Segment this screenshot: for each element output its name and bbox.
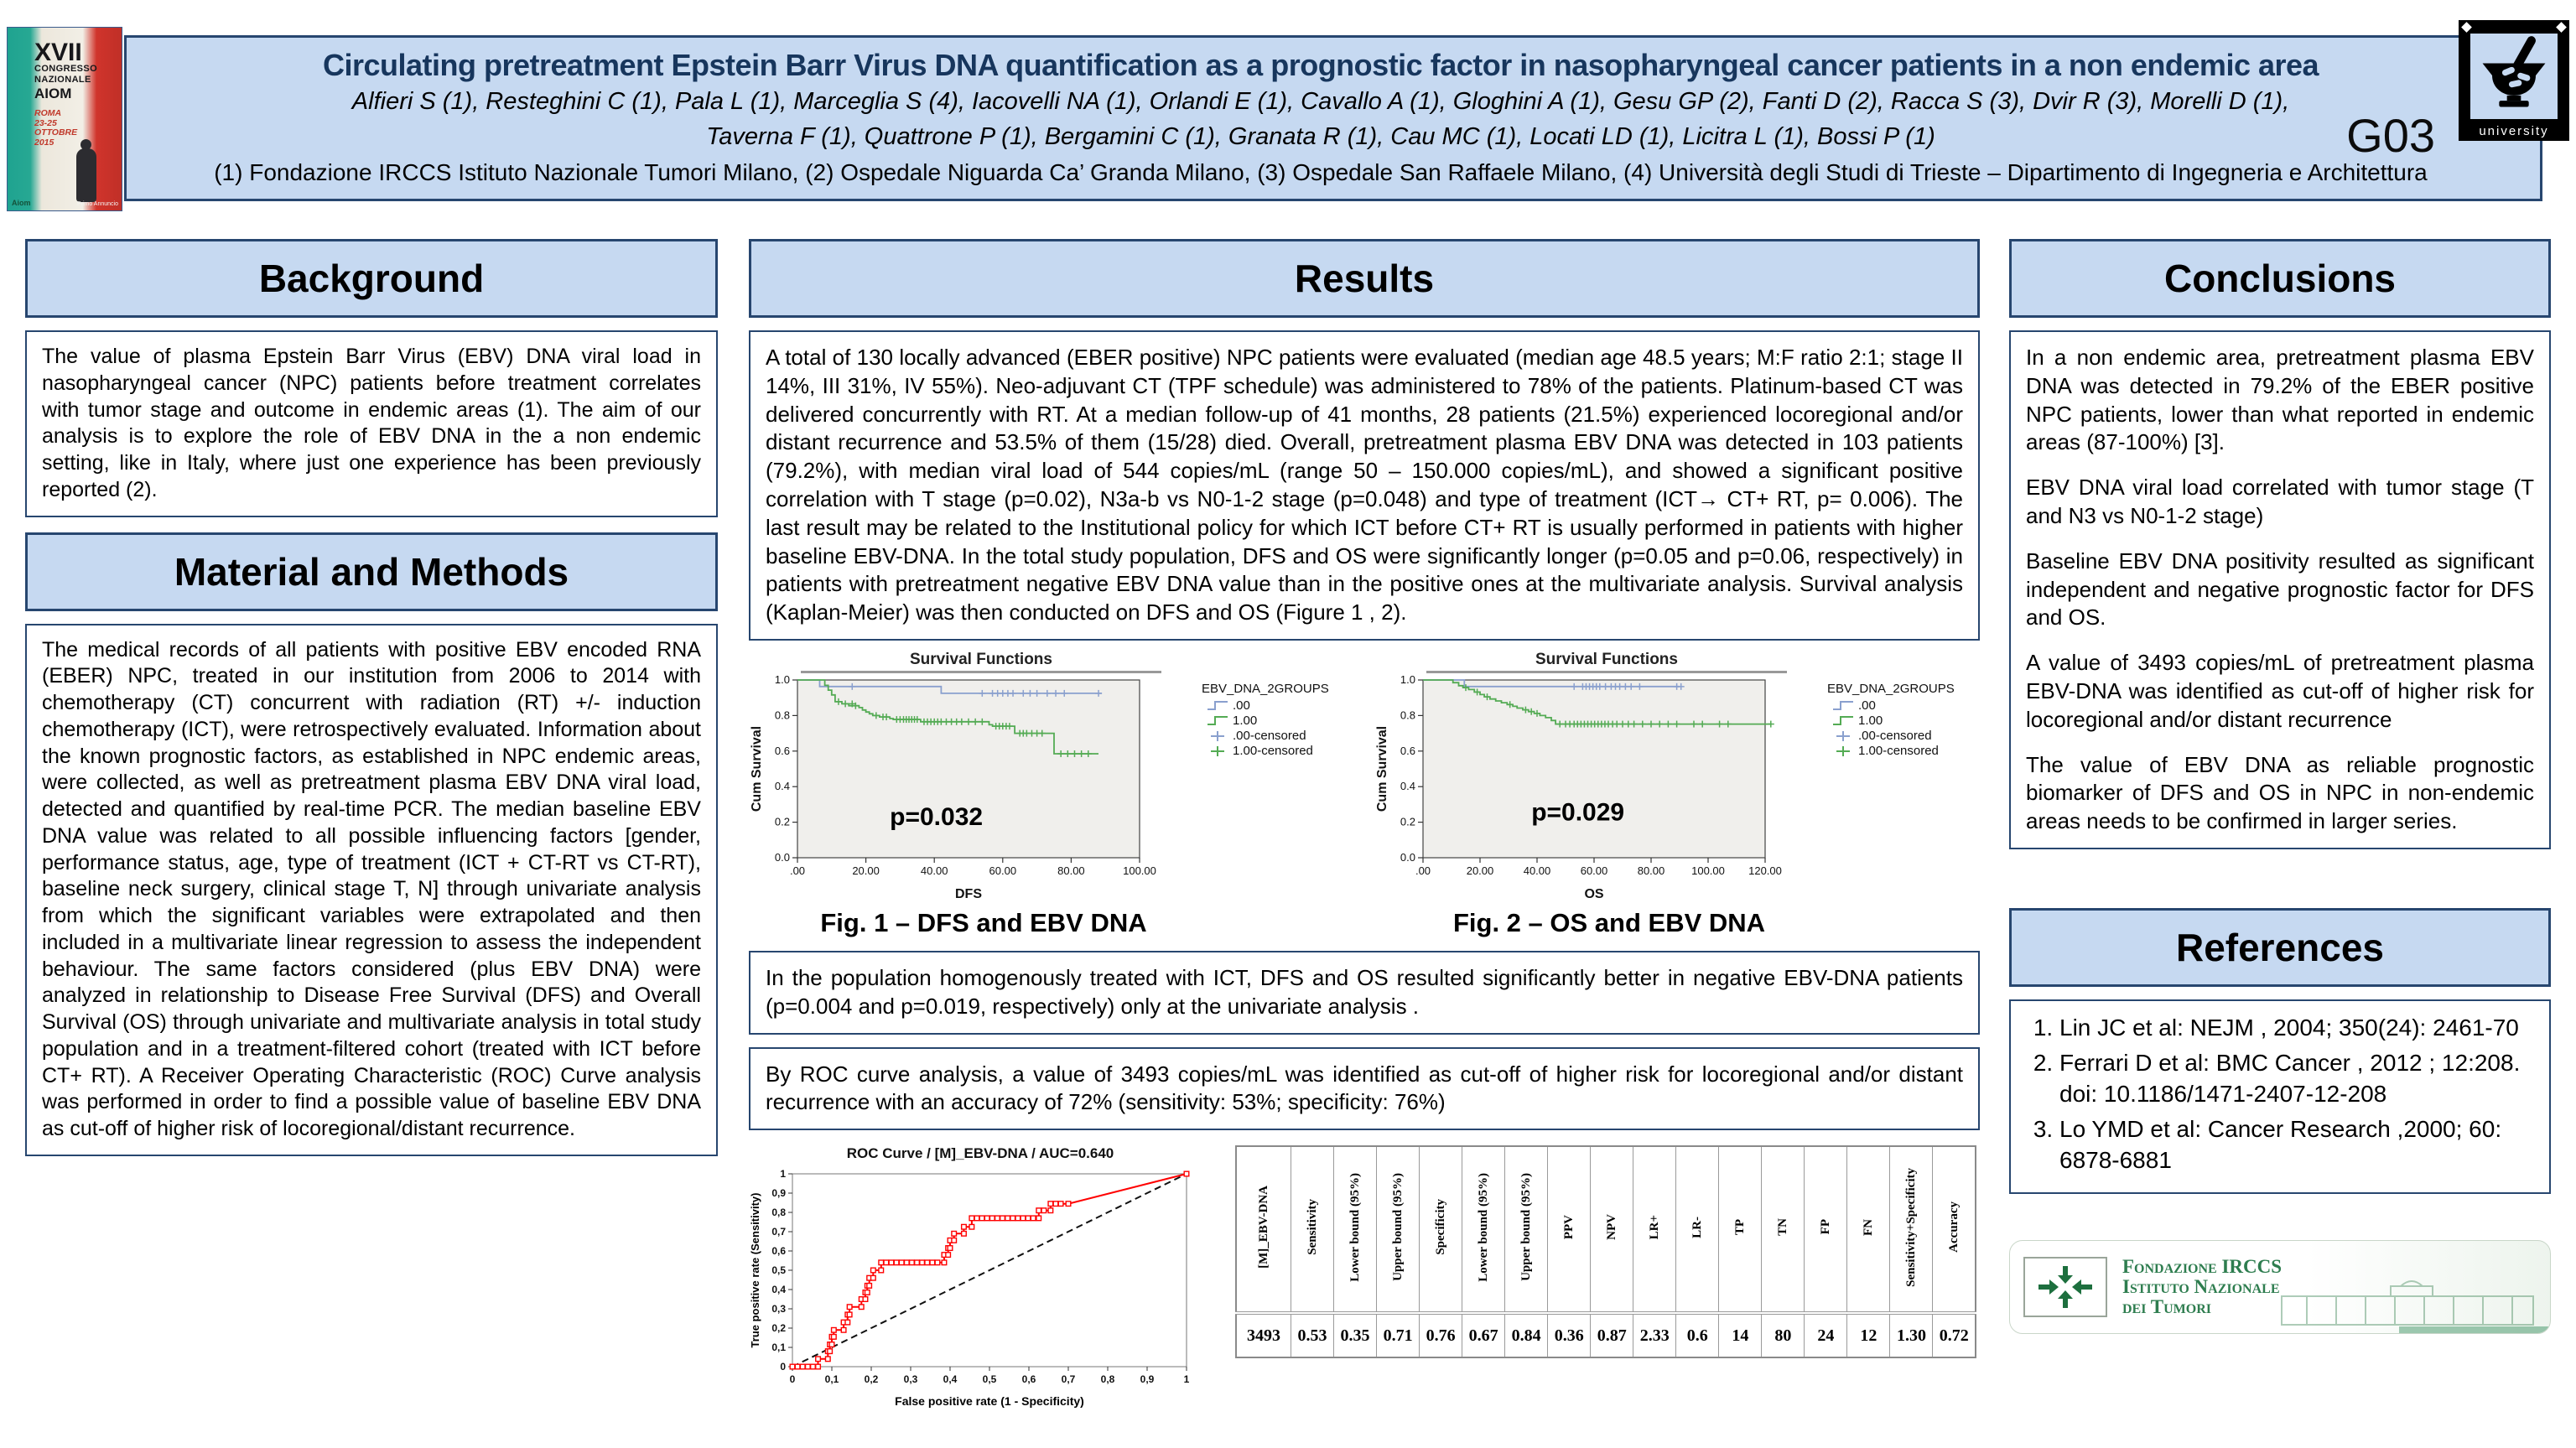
svg-text:0.0: 0.0 [1400, 850, 1415, 864]
svg-text:0.8: 0.8 [1400, 708, 1415, 722]
legend-entry [1827, 729, 1976, 744]
svg-text:0.0: 0.0 [774, 850, 790, 864]
reference-item: 2. Ferrari D et al: BMC Cancer , 2012 ; 12:208. doi: 10.1186/1471-2407-12-208 [2059, 1048, 2534, 1109]
background-heading: Background [25, 239, 718, 318]
table-header: Sensitivity+Specificity [1890, 1146, 1933, 1313]
mortar-pestle-icon [2470, 34, 2558, 119]
legend-label: 1.00 [1858, 714, 1883, 729]
svg-text:0,2: 0,2 [771, 1322, 786, 1335]
step-line-symbol [1207, 714, 1228, 727]
svg-text:120.00: 120.00 [1748, 864, 1782, 877]
censored-plus-symbol [1207, 729, 1228, 742]
methods-heading: Material and Methods [25, 532, 718, 611]
table-header: NPV [1591, 1146, 1633, 1313]
svg-text:0: 0 [789, 1373, 796, 1386]
svg-text:0,7: 0,7 [771, 1226, 786, 1238]
svg-text:0: 0 [780, 1361, 786, 1373]
table-header: Lower bound (95%) [1462, 1146, 1505, 1313]
legend-entry [1827, 744, 1976, 759]
svg-text:.00: .00 [789, 864, 806, 877]
svg-text:0.2: 0.2 [774, 815, 790, 828]
figure-dfs-km [749, 651, 1354, 938]
km-title-fig2: Survival Functions [1426, 651, 1787, 673]
table-value: 1.30 [1890, 1313, 1933, 1357]
svg-text:0,1: 0,1 [771, 1342, 786, 1354]
reference-item: 1. Lin JC et al: NEJM , 2004; 350(24): 2461-70 [2059, 1013, 2534, 1043]
svg-text:DFS: DFS [955, 886, 982, 901]
aiom-congress-poster [7, 27, 122, 211]
censored-plus-symbol [1207, 745, 1228, 757]
table-header: Lower bound (95%) [1334, 1146, 1377, 1313]
step-line-symbol [1207, 699, 1228, 712]
legend-label: 1.00-censored [1233, 744, 1313, 759]
right-column [2009, 239, 2551, 1334]
university-label: university [2479, 124, 2549, 138]
legend-entry [1202, 729, 1351, 744]
legend-label: .00-censored [1858, 729, 1932, 744]
censored-plus-symbol [1832, 729, 1854, 742]
figure-os-km [1374, 651, 1980, 938]
table-value: 0.76 [1420, 1313, 1462, 1357]
aiom-congress-text [34, 41, 97, 148]
legend-entry [1827, 698, 1976, 714]
authors-line2: Taverna F (1), Quattrone P (1), Bergamini C (1), Granata R (1), Cau MC (1), Locati LD (1), Licitra L (1), Bossi P (1) [706, 122, 1935, 150]
km-legend-fig2 [1827, 673, 1976, 901]
table-value: 0.71 [1377, 1313, 1420, 1357]
km-figures-row [749, 651, 1980, 938]
table-value: 0.6 [1676, 1313, 1719, 1357]
affiliations: (1) Fondazione IRCCS Istituto Nazionale Tumori Milano, (2) Ospedale Niguarda Ca’ Granda Milano, (3) Ospedale San Raffaele Milano, (4) Università degli Studi di Trieste – Dipartimento di Ingegneria e Architettura [214, 159, 2428, 186]
congress-venue: ROMA 23-25 OTTOBRE 2015 [34, 108, 78, 148]
table-value: 0.53 [1291, 1313, 1334, 1357]
conclusions-paragraph: The value of EBV DNA as reliable prognostic biomarker of DFS and OS in NPC in non-endemic areas needs to be confirmed in larger series. [2026, 751, 2534, 834]
step-line-symbol [1832, 699, 1854, 712]
table-value: 0.35 [1334, 1313, 1377, 1357]
km-legend-fig1 [1202, 673, 1351, 901]
university-logo [2459, 20, 2569, 141]
svg-text:1: 1 [1183, 1373, 1190, 1386]
legend-label: 1.00-censored [1858, 744, 1939, 759]
table-header: FN [1847, 1146, 1890, 1313]
institute-building-sketch [2273, 1274, 2550, 1333]
conclusions-paragraph: EBV DNA viral load correlated with tumor stage (T and N3 vs N0-1-2 stage) [2026, 475, 2534, 528]
congress-announce: Primo Annuncio [76, 201, 118, 207]
table-header: Upper bound (95%) [1505, 1146, 1548, 1313]
svg-text:OS: OS [1584, 886, 1604, 901]
congress-line3: AIOM [34, 86, 72, 102]
km-legend-title: EBV_DNA_2GROUPS [1202, 681, 1329, 696]
svg-text:0.6: 0.6 [774, 744, 790, 757]
roc-title: ROC Curve / [M]_EBV-DNA / AUC=0.640 [846, 1145, 1114, 1162]
svg-text:0,9: 0,9 [771, 1187, 786, 1200]
references-heading: References [2009, 908, 2551, 987]
svg-text:60.00: 60.00 [989, 864, 1017, 877]
roc-metrics-table [1235, 1145, 1976, 1358]
table-value: 80 [1762, 1313, 1805, 1357]
step-line-symbol [1832, 714, 1854, 727]
table-header: Accuracy [1933, 1146, 1976, 1313]
table-header: Specificity [1420, 1146, 1462, 1313]
poster-code: G03 [2346, 109, 2435, 162]
legend-entry [1202, 744, 1351, 759]
svg-text:0,2: 0,2 [864, 1373, 879, 1386]
table-header: LR+ [1633, 1146, 1676, 1313]
legend-label: .00-censored [1233, 729, 1306, 744]
references-body [2009, 999, 2551, 1194]
legend-label: .00 [1233, 698, 1250, 714]
header [124, 35, 2542, 201]
legend-entry [1202, 698, 1351, 714]
svg-text:0,8: 0,8 [1100, 1373, 1115, 1386]
svg-text:100.00: 100.00 [1123, 864, 1156, 877]
reference-item: 3. Lo YMD et al: Cancer Research ,2000; 60: 6878-6881 [2059, 1114, 2534, 1176]
svg-text:p=0.032: p=0.032 [890, 802, 984, 831]
svg-text:0,1: 0,1 [824, 1373, 839, 1386]
svg-text:0,6: 0,6 [1021, 1373, 1036, 1386]
svg-text:0,5: 0,5 [982, 1373, 997, 1386]
svg-text:20.00: 20.00 [852, 864, 880, 877]
svg-text:Cum Survival: Cum Survival [1375, 725, 1389, 812]
table-header: [M]_EBV-DNA [1236, 1146, 1291, 1313]
conclusions-paragraph: Baseline EBV DNA positivity resulted as significant independent and negative prognostic factor for DFS and OS. [2026, 548, 2534, 631]
legend-entry [1202, 714, 1351, 729]
svg-text:0.2: 0.2 [1400, 815, 1415, 828]
figure1-caption: Fig. 1 – DFS and EBV DNA [820, 907, 1147, 937]
figure2-caption: Fig. 2 – OS and EBV DNA [1452, 907, 1766, 937]
svg-text:True positive rate (Sensitivit: True positive rate (Sensitivity) [749, 1192, 761, 1348]
svg-text:0.4: 0.4 [1400, 780, 1415, 793]
results-note-roc: By ROC curve analysis, a value of 3493 copies/mL was identified as cut-off of higher risk for locoregional and/or distant recurrence with an accuracy of 72% (sensitivity: 53%; specificity: 76%) [749, 1047, 1980, 1131]
fondazione-irccs-logo [2009, 1240, 2551, 1334]
table-header: TP [1719, 1146, 1762, 1313]
table-value: 0.67 [1462, 1313, 1505, 1357]
congress-roman-numeral: XVII [34, 39, 82, 66]
table-value: 0.87 [1591, 1313, 1633, 1357]
table-value: 14 [1719, 1313, 1762, 1357]
authors-line1: Alfieri S (1), Resteghini C (1), Pala L (1), Marceglia S (4), Iacovelli NA (1), Orlandi E (1), Cavallo A (1), Gloghini A (1), Gesu GP (2), Fanti D (2), Racca S (3), Dvir R (3), Morelli D (1), [351, 88, 2290, 115]
table-header: TN [1762, 1146, 1805, 1313]
figure-roc [749, 1145, 1212, 1413]
conclusions-body [2009, 330, 2551, 849]
painter-silhouette [76, 148, 96, 202]
svg-text:1.0: 1.0 [774, 672, 790, 686]
table-value: 24 [1805, 1313, 1847, 1357]
km-title-fig1: Survival Functions [801, 651, 1161, 673]
converging-arrows-icon [2023, 1257, 2107, 1317]
svg-text:Cum Survival: Cum Survival [750, 725, 764, 812]
legend-label: 1.00 [1233, 714, 1258, 729]
results-note-ict: In the population homogenously treated with ICT, DFS and OS resulted significantly better in negative EBV-DNA patients (p=0.004 and p=0.019, respectively) only at the univariate analysis . [749, 951, 1980, 1035]
svg-text:0,5: 0,5 [771, 1264, 786, 1277]
svg-text:40.00: 40.00 [1523, 864, 1551, 877]
table-header: Upper bound (95%) [1377, 1146, 1420, 1313]
center-column [749, 239, 1980, 1413]
svg-text:40.00: 40.00 [920, 864, 948, 877]
roc-plot [749, 1164, 1212, 1409]
conclusions-heading: Conclusions [2009, 239, 2551, 318]
conclusions-paragraph: In a non endemic area, pretreatment plasma EBV DNA was detected in 79.2% of the EBER positive NPC patients, lower than what reported in endemic areas (87-100%) [3]. [2026, 345, 2534, 455]
svg-text:0,8: 0,8 [771, 1207, 786, 1219]
table-header: LR- [1676, 1146, 1719, 1313]
km-plot-os [1374, 673, 1827, 901]
fondazione-text: Fondazione IRCCS Istituto Nazionale dei Tumori [2122, 1255, 2283, 1317]
table-header: PPV [1548, 1146, 1591, 1313]
svg-text:1.0: 1.0 [1400, 672, 1415, 686]
table-value: 0.72 [1933, 1313, 1976, 1357]
congress-line1: CONGRESSO [34, 64, 98, 74]
svg-text:1: 1 [780, 1168, 786, 1181]
svg-text:p=0.029: p=0.029 [1531, 798, 1625, 827]
svg-text:0.6: 0.6 [1400, 744, 1415, 757]
km-legend-title: EBV_DNA_2GROUPS [1827, 681, 1955, 696]
roc-row [749, 1145, 1980, 1413]
legend-entry [1827, 714, 1976, 729]
poster-title: Circulating pretreatment Epstein Barr Virus DNA quantification as a prognostic factor in nasopharyngeal cancer patients in a non endemic area [322, 48, 2319, 82]
svg-text:80.00: 80.00 [1637, 864, 1665, 877]
svg-text:.00: .00 [1415, 864, 1431, 877]
methods-body: The medical records of all patients with positive EBV encoded RNA (EBER) NPC, treated in our institution from 2006 to 2014 with chemotherapy (CT) concurrent with radiation (RT) +/- induction chemotherapy (ICT), were retrospectively evaluated. Information about the known prognostic factors, as established in NPC endemic areas, were collected, as well as pretreatment plasma EBV DNA viral load, detected and quantified by real-time PCR. The median baseline EBV DNA value was related to all possible influencing factors [gender, performance status, age, type of treatment (ICT + CT-RT vs CT-RT), baseline neck surgery, clinical stage T, N] through univariate analysis from which the significant variables were extrapolated and then included in a multivariate linear regression to assess the independent behaviour. The same factors considered (plus EBV DNA) were analyzed in relationship to Disease Free Survival (DFS) and Overall Survival (OS) through univariate and multivariate analysis in total study population and in a treatment-filtered cohort (treated with ICT before CT+ RT). A Receiver Operating Characteristic (ROC) Curve analysis was performed in order to find a possible value of baseline EBV DNA as cut-off of higher risk of locoregional/distant recurrence. [25, 624, 718, 1156]
km-plot-dfs [749, 673, 1202, 901]
table-value: 3493 [1236, 1313, 1291, 1357]
svg-text:0.8: 0.8 [774, 708, 790, 722]
svg-text:20.00: 20.00 [1466, 864, 1494, 877]
svg-text:0,6: 0,6 [771, 1245, 786, 1258]
censored-plus-symbol [1832, 745, 1854, 757]
svg-text:0,9: 0,9 [1140, 1373, 1155, 1386]
svg-text:False positive rate (1 - Speci: False positive rate (1 - Specificity) [895, 1394, 1084, 1409]
svg-text:0,7: 0,7 [1061, 1373, 1076, 1386]
table-header: FP [1805, 1146, 1847, 1313]
svg-text:60.00: 60.00 [1580, 864, 1608, 877]
conclusions-paragraph: A value of 3493 copies/mL of pretreatment plasma EBV-DNA was identified as cut-off of higher risk for locoregional and/or distant recurrence [2026, 650, 2534, 732]
table-value: 0.36 [1548, 1313, 1591, 1357]
svg-text:0.4: 0.4 [774, 780, 790, 793]
svg-text:0,4: 0,4 [771, 1284, 786, 1296]
table-value: 0.84 [1505, 1313, 1548, 1357]
legend-label: .00 [1858, 698, 1876, 714]
svg-text:100.00: 100.00 [1691, 864, 1725, 877]
results-heading: Results [749, 239, 1980, 318]
left-column [25, 239, 718, 1156]
aiom-mini-logo: Aiom [12, 199, 31, 207]
svg-text:0,4: 0,4 [943, 1373, 958, 1386]
svg-text:80.00: 80.00 [1057, 864, 1085, 877]
table-header: Sensitivity [1291, 1146, 1334, 1313]
background-body: The value of plasma Epstein Barr Virus (EBV) DNA viral load in nasopharyngeal cancer (NPC) patients before treatment correlates with tumor stage and outcome in endemic areas (1). The aim of our analysis is to explore the role of EBV DNA in the a non endemic setting, like in Italy, where just one experience has been previously reported (2). [25, 330, 718, 517]
results-body: A total of 130 locally advanced (EBER positive) NPC patients were evaluated (median age 48.5 years; M:F ratio 2:1; stage II 14%, III 31%, IV 55%). Neo-adjuvant CT (TPF schedule) was administered to 78% of the patients. Platinum-based CT was delivered concurrently with RT. At a median follow-up of 41 months, 28 patients (21.5%) experienced locoregional and/or distant recurrence and 53.5% of them (15/28) died. Overall, pretreatment plasma EBV DNA was detected in 103 patients (79.2%), with median viral load of 544 copies/mL (range 50 – 150.000 copies/mL), and showed a significant positive correlation with T stage (p=0.02), N3a-b vs N0-1-2 stage (p=0.048) and type of treatment (ICT→ CT+ RT, p= 0.006). The last result may be related to the Institutional policy for which ICT before CT+ RT is usually performed in patients with higher baseline EBV-DNA. In the total study population, DFS and OS were significantly longer (p=0.05 and p=0.06, respectively) in patients with pretreatment negative EBV DNA value than in the positive ones at the multivariate analysis. Survival analysis (Kaplan-Meier) was then conducted on DFS and OS (Figure 1 , 2). [749, 330, 1980, 641]
table-value: 2.33 [1633, 1313, 1676, 1357]
svg-text:0,3: 0,3 [903, 1373, 918, 1386]
svg-text:0,3: 0,3 [771, 1303, 786, 1316]
table-value: 12 [1847, 1313, 1890, 1357]
congress-line2: NAZIONALE [34, 74, 91, 85]
